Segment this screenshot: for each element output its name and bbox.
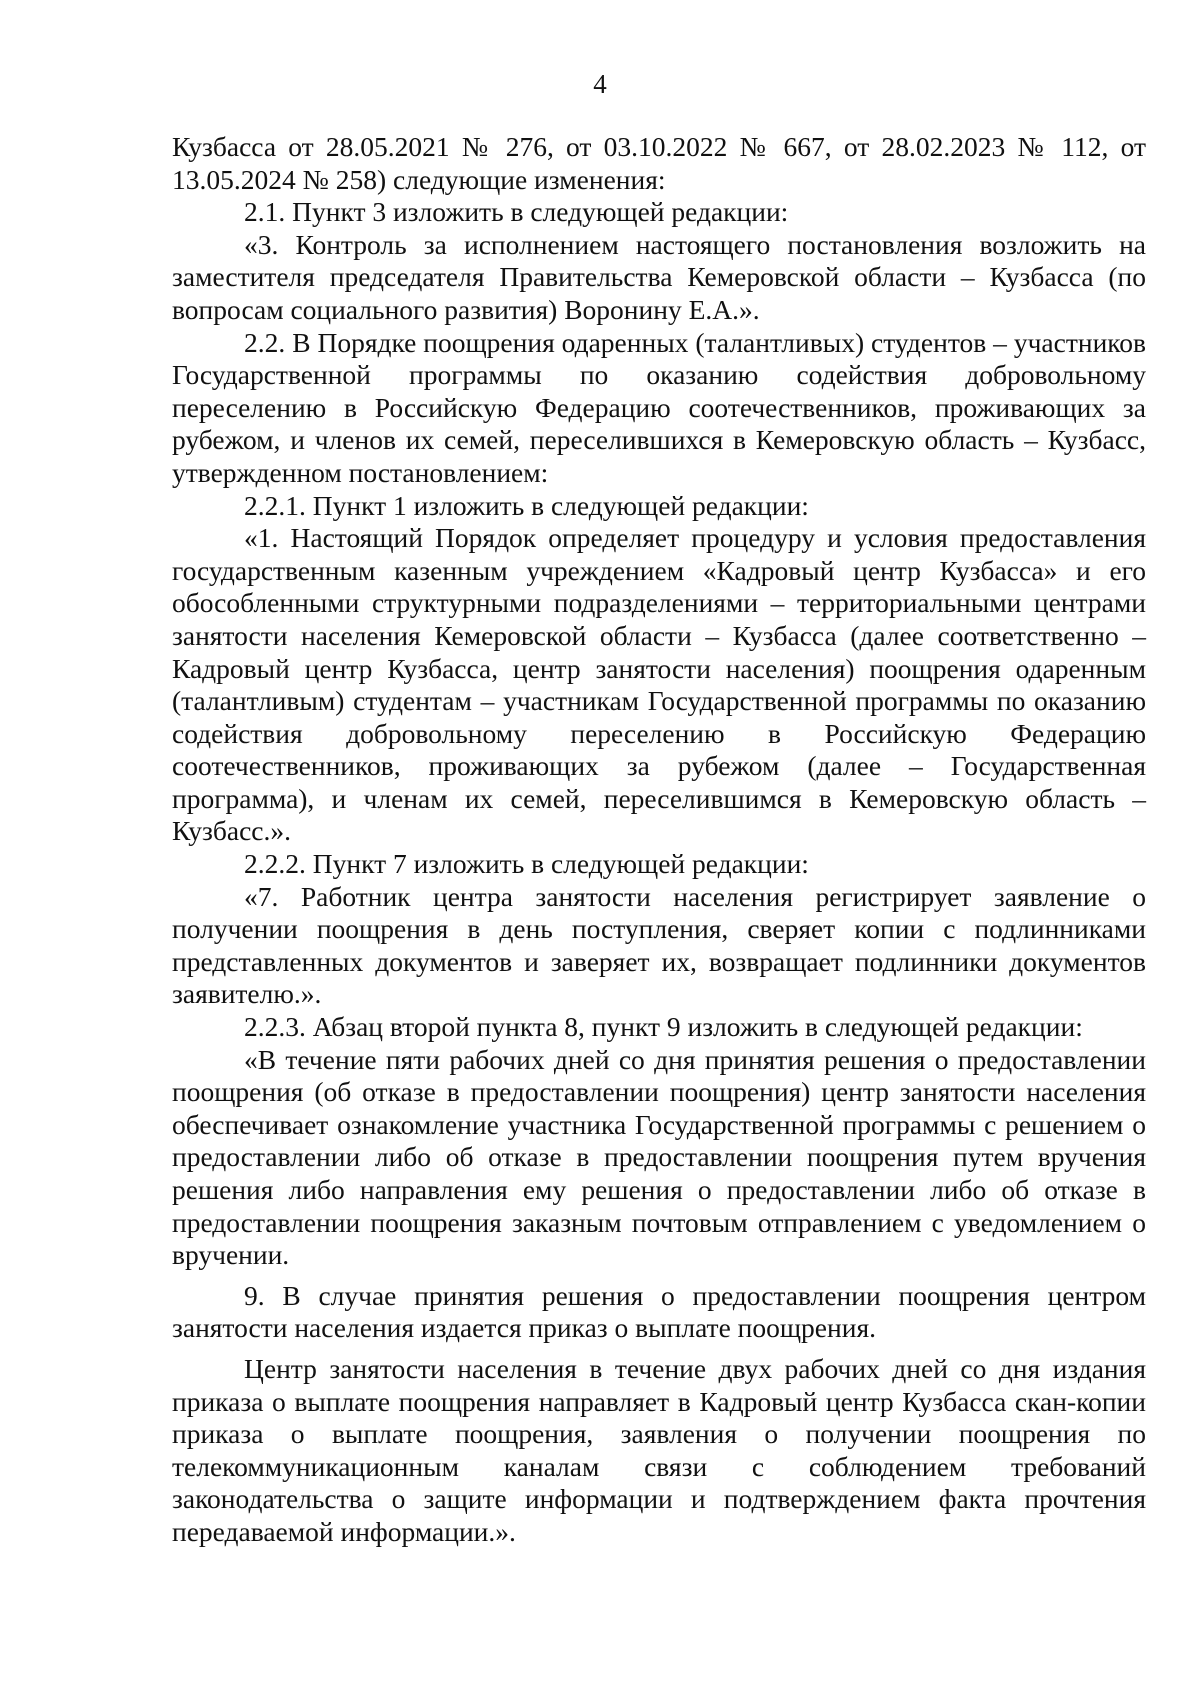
paragraph-2-2-3: 2.2.3. Абзац второй пункта 8, пункт 9 изложить в следующей редакции:	[244, 1011, 1083, 1043]
paragraph-2-2: 2.2. В Порядке поощрения одаренных (талантливых) студентов – участников Государственной программы по оказанию содействия добровольному переселению в Российскую Федерацию соотечественников, проживающих за рубежом, и членов их семей, переселившихся в Кемеровскую область – Кузбасс, утвержденном постановлением:	[172, 326, 1146, 488]
paragraph-point-9: 9. В случае принятия решения о предоставлении поощрения центром занятости населения издается приказ о выплате поощрения.	[172, 1279, 1146, 1344]
page-number: 4	[593, 69, 607, 99]
paragraph-2-2-2-text: «7. Работник центра занятости населения регистрирует заявление о получении поощрения в день поступления, сверяет копии с подлинниками представленных документов и заверяет их, возвращает подлинники документов заявителю.».	[172, 880, 1146, 1010]
paragraph-2-2-1: 2.2.1. Пункт 1 изложить в следующей редакции:	[244, 489, 809, 521]
paragraph-point-9-continued: Центр занятости населения в течение двух рабочих дней со дня издания приказа о выплате поощрения направляет в Кадровый центр Кузбасса скан-копии приказа о выплате поощрения, заявления о получении поощрения по телекоммуникационным каналам связи с соблюдением требований законодательства о защите информации и подтверждением факта прочтения передаваемой информации.».	[172, 1352, 1146, 1547]
paragraph-intro-continuation: Кузбасса от 28.05.2021 № 276, от 03.10.2022 № 667, от 28.02.2023 № 112, от 13.05.2024 № 258) следующие изменения:	[172, 131, 1146, 195]
paragraph-2-2-3-text: «В течение пяти рабочих дней со дня принятия решения о предоставлении поощрения (об отказе в предоставлении поощрения) центр занятости населения обеспечивает ознакомление участника Государственной программы с решением о предоставлении либо об отказе в предоставлении поощрения путем вручения решения либо направления ему решения о предоставлении либо об отказе в предоставлении поощрения заказным почтовым отправлением с уведомлением о вручении.	[172, 1043, 1146, 1271]
document-body	[172, 131, 1146, 1549]
paragraph-2-1-text: «3. Контроль за исполнением настоящего постановления возложить на заместителя председателя Правительства Кемеровской области – Кузбасса (по вопросам социального развития) Воронину Е.А.».	[172, 228, 1146, 325]
paragraph-2-1: 2.1. Пункт 3 изложить в следующей редакции:	[244, 196, 789, 228]
paragraph-2-2-1-text: «1. Настоящий Порядок определяет процедуру и условия предоставления государственным казенным учреждением «Кадровый центр Кузбасса» и его обособленными структурными подразделениями – территориальными центрами занятости населения Кемеровской области – Кузбасса (далее соответственно – Кадровый центр Кузбасса, центр занятости населения) поощрения одаренным (талантливым) студентам – участникам Государственной программы по оказанию содействия добровольному переселению в Российскую Федерацию соотечественников, проживающих за рубежом (далее – Государственная программа), и членам их семей, переселившимся в Кемеровскую область – Кузбасс.».	[172, 522, 1146, 847]
paragraph-2-2-2: 2.2.2. Пункт 7 изложить в следующей редакции:	[244, 848, 809, 880]
